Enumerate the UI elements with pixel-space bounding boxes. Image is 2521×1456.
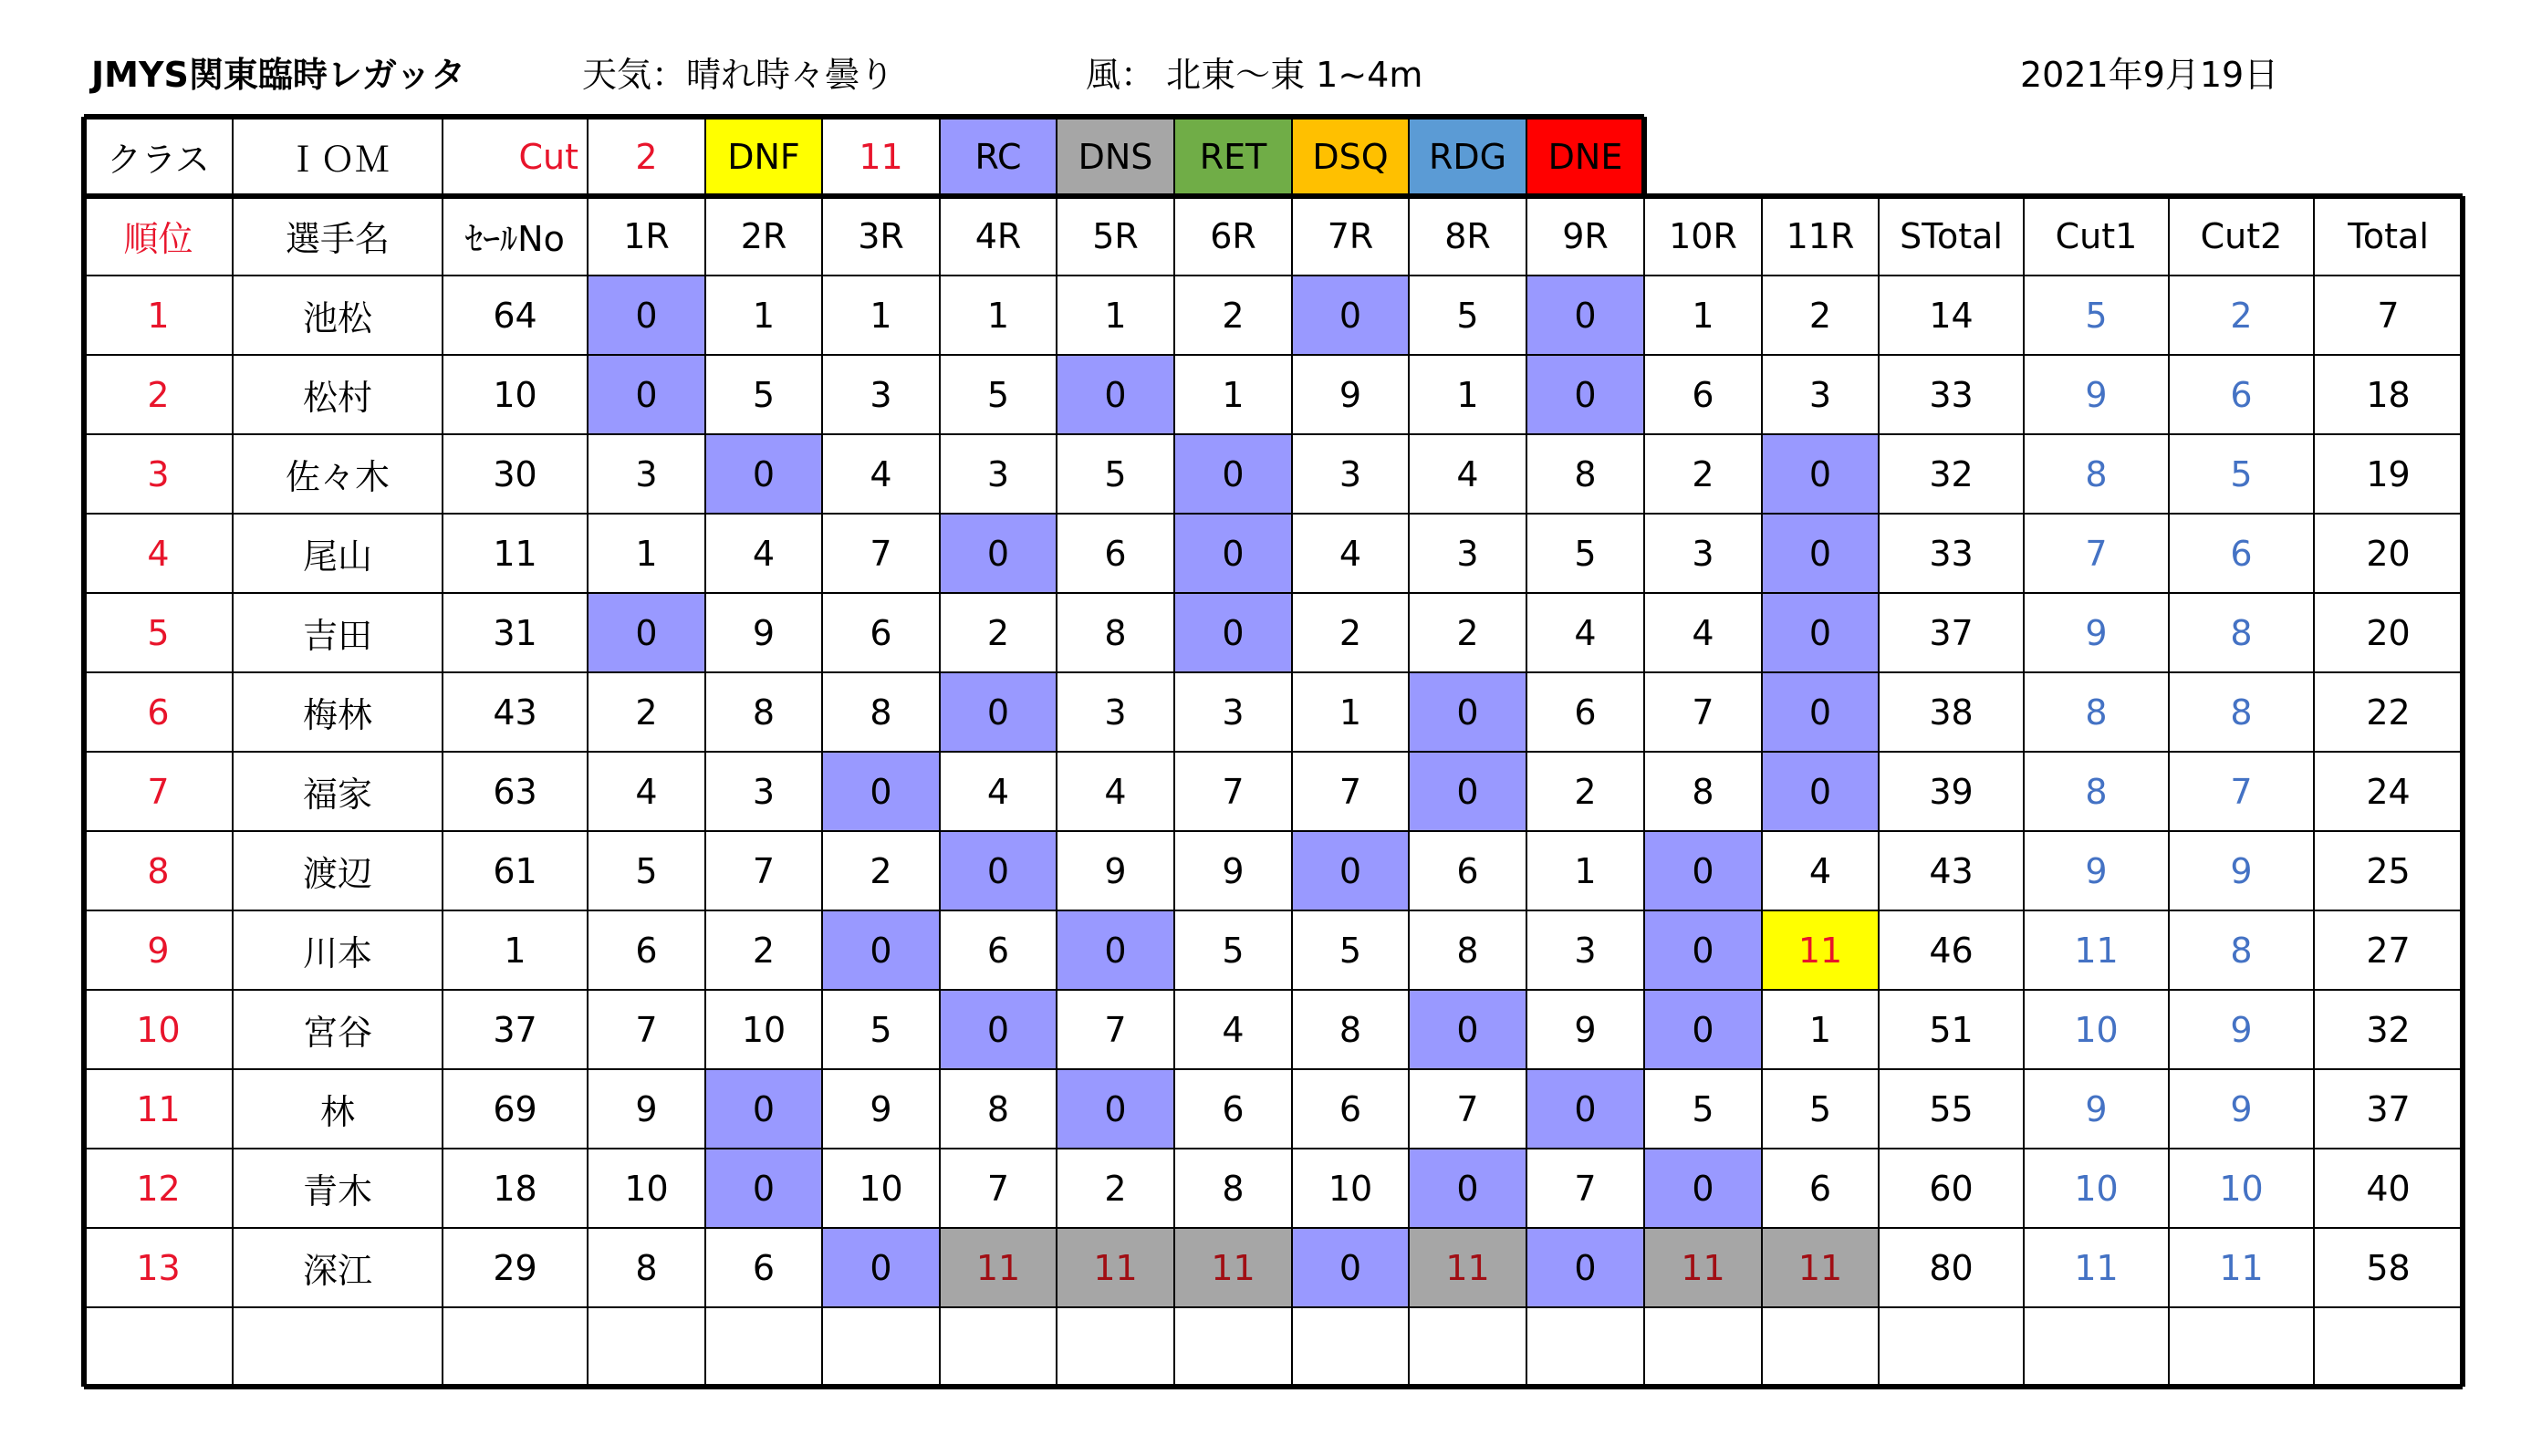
race-score: 7 [1339,771,1362,812]
race-score: 1 [1574,850,1597,891]
rank-cell: 11 [136,1088,181,1129]
race-score: 1 [1692,295,1714,336]
code-ret: RET [1174,117,1292,196]
race-score: 0 [705,1149,822,1228]
race-score: 0 [1762,752,1879,831]
sail-number: 1 [504,930,526,971]
total-cell: 20 [2366,533,2411,574]
stotal-cell: 46 [1929,930,1974,971]
race-score: 0 [588,276,705,355]
race-score: 5 [1574,533,1597,574]
wind-info: 風： 北東～東 1~4m [1086,55,1423,95]
race-score: 0 [1526,1069,1644,1149]
race-score: 4 [1339,533,1362,574]
total-cell: 25 [2366,850,2411,891]
sail-number: 18 [493,1168,537,1209]
cut1-cell: 11 [2074,1247,2119,1288]
race-score: 9 [1339,374,1362,415]
dnf-value: 11 [859,136,903,177]
total-cell: 20 [2366,612,2411,653]
stotal-cell: 37 [1929,612,1974,653]
race-score: 8 [986,1088,1010,1129]
rank-cell: 5 [147,612,170,653]
cut2-cell: 11 [2219,1247,2264,1288]
race-score: 1 [635,533,658,574]
stotal-cell: 80 [1929,1247,1974,1288]
race-score: 8 [752,692,776,733]
cut2-cell: 5 [2230,453,2253,494]
col-header-8: 6R [1210,215,1256,256]
race-score: 6 [1692,374,1714,415]
race-score: 8 [1104,612,1127,653]
race-score: 5 [1104,453,1127,494]
race-score: 5 [635,850,658,891]
race-score: 1 [1808,1009,1832,1050]
stotal-cell: 33 [1929,533,1974,574]
weather-info: 天気：晴れ時々曇り [582,55,895,95]
rank-cell: 6 [147,692,170,733]
sail-number: 31 [493,612,537,653]
cut2-cell: 9 [2230,1088,2253,1129]
rank-cell: 4 [147,533,170,574]
cut2-cell: 2 [2230,295,2253,336]
race-score: 3 [1456,533,1479,574]
race-score: 7 [752,850,776,891]
sailor-name: 青木 [302,1171,372,1212]
race-score: 10 [741,1009,787,1050]
race-score: 6 [1808,1168,1832,1209]
race-score: 0 [1292,831,1409,910]
cut1-cell: 10 [2074,1168,2119,1209]
race-score: 2 [1456,612,1479,653]
col-header-15: Cut1 [2055,215,2138,256]
cut2-cell: 10 [2219,1168,2264,1209]
race-score: 7 [1692,692,1714,733]
sail-number: 11 [493,533,537,574]
total-cell: 27 [2366,930,2411,971]
cut2-cell: 8 [2230,692,2253,733]
race-score: 0 [940,831,1057,910]
race-score: 9 [870,1088,892,1129]
race-score: 0 [1644,910,1762,990]
race-score: 0 [1526,276,1644,355]
race-score: 0 [1644,990,1762,1069]
race-score: 4 [635,771,658,812]
race-score: 9 [752,612,776,653]
race-score: 0 [1174,434,1292,514]
race-score: 7 [1222,771,1245,812]
cut1-cell: 9 [2085,374,2108,415]
stotal-cell: 51 [1929,1009,1974,1050]
dnf-code: DNF [705,117,822,196]
race-score: 0 [940,514,1057,593]
sail-number: 69 [493,1088,537,1129]
race-score: 4 [1222,1009,1245,1050]
race-score: 5 [1808,1088,1832,1129]
race-score: 3 [1808,374,1832,415]
race-score: 6 [635,930,658,971]
col-header-7: 5R [1092,215,1139,256]
race-score: 4 [752,533,776,574]
race-score: 0 [940,990,1057,1069]
race-score: 8 [1339,1009,1362,1050]
stotal-cell: 14 [1929,295,1974,336]
sailor-name: 吉田 [302,616,372,656]
race-score: 5 [752,374,776,415]
race-score: 2 [752,930,776,971]
race-score: 8 [1574,453,1597,494]
rank-cell: 9 [147,930,170,971]
cut1-cell: 8 [2085,692,2108,733]
race-score: 3 [1222,692,1245,733]
race-score: 1 [1339,692,1362,733]
cut2-cell: 7 [2230,771,2253,812]
race-score: 0 [1409,990,1526,1069]
stotal-cell: 39 [1929,771,1974,812]
code-dsq: DSQ [1292,117,1409,196]
race-score: 0 [1762,434,1879,514]
cut1-cell: 10 [2074,1009,2119,1050]
cut1-cell: 11 [2074,930,2119,971]
race-score: 5 [870,1009,892,1050]
race-score: 0 [1762,514,1879,593]
col-header-4: 2R [740,215,787,256]
race-score: 2 [1104,1168,1127,1209]
race-score: 7 [1574,1168,1597,1209]
race-score: 0 [1762,672,1879,752]
race-score: 5 [986,374,1010,415]
cut1-cell: 8 [2085,453,2108,494]
race-score: 4 [1456,453,1479,494]
total-cell: 32 [2366,1009,2411,1050]
race-score: 6 [1339,1088,1362,1129]
race-score: 3 [1692,533,1714,574]
race-score: 7 [1104,1009,1127,1050]
race-score: 4 [1104,771,1127,812]
race-score: 3 [1339,453,1362,494]
col-header-10: 8R [1444,215,1491,256]
race-score: 0 [1409,1149,1526,1228]
stotal-cell: 60 [1929,1168,1974,1209]
race-score: 0 [1409,672,1526,752]
race-score: 5 [1456,295,1479,336]
race-score: 0 [1292,1228,1409,1307]
race-score: 3 [635,453,658,494]
sail-number: 37 [493,1009,537,1050]
total-cell: 40 [2366,1168,2411,1209]
race-score: 0 [705,1069,822,1149]
cut2-cell: 9 [2230,850,2253,891]
total-cell: 58 [2366,1247,2411,1288]
race-score: 9 [1222,850,1245,891]
cut2-cell: 9 [2230,1009,2253,1050]
race-score: 2 [986,612,1010,653]
code-dne: DNE [1526,117,1644,196]
cut-value: 2 [635,136,658,177]
col-header-17: Total [2348,215,2429,256]
col-header-11: 9R [1562,215,1609,256]
cut2-cell: 8 [2230,930,2253,971]
race-score: 3 [752,771,776,812]
stotal-cell: 33 [1929,374,1974,415]
race-score: 2 [1692,453,1714,494]
race-score: 0 [822,910,940,990]
race-score: 6 [752,1247,776,1288]
race-score: 2 [870,850,892,891]
race-score: 5 [1692,1088,1714,1129]
race-score: 6 [1104,533,1127,574]
cut2-cell: 6 [2230,374,2253,415]
race-score: 6 [870,612,892,653]
race-score: 0 [1057,910,1174,990]
race-score: 0 [822,1228,940,1307]
cut1-cell: 8 [2085,771,2108,812]
sail-number: 63 [493,771,537,812]
race-score: 0 [588,355,705,434]
col-header-12: 10R [1669,215,1737,256]
sail-number: 30 [493,453,537,494]
race-score: 3 [986,453,1010,494]
stotal-cell: 38 [1929,692,1974,733]
race-score: 0 [1174,593,1292,672]
sailor-name: 福家 [302,775,372,815]
race-score: 11 [1174,1228,1292,1307]
race-score: 10 [624,1168,669,1209]
race-score: 10 [859,1168,903,1209]
race-score: 4 [1692,612,1714,653]
col-header-2: ｾｰﾙNo [465,219,565,259]
race-score: 11 [940,1228,1057,1307]
race-score: 9 [1574,1009,1597,1050]
sailor-name: 梅林 [302,695,372,735]
col-header-0: 順位 [123,219,193,259]
race-score: 2 [1339,612,1362,653]
race-score: 3 [870,374,892,415]
col-header-14: STotal [1900,215,2003,256]
col-header-1: 選手名 [285,219,390,259]
cut1-cell: 5 [2085,295,2108,336]
race-score: 6 [1222,1088,1245,1129]
stotal-cell: 32 [1929,453,1974,494]
race-score: 7 [986,1168,1010,1209]
col-header-9: 7R [1327,215,1374,256]
sailor-name: 尾山 [302,536,372,577]
sail-number: 10 [493,374,537,415]
rank-cell: 12 [136,1168,181,1209]
total-cell: 24 [2366,771,2411,812]
race-score: 0 [1057,1069,1174,1149]
race-score: 5 [1339,930,1362,971]
race-score: 4 [1808,850,1832,891]
sail-number: 43 [493,692,537,733]
stotal-cell: 43 [1929,850,1974,891]
race-score: 8 [635,1247,658,1288]
sailor-name: 深江 [302,1251,372,1291]
total-cell: 7 [2377,295,2400,336]
sailor-name: 池松 [302,298,372,338]
col-header-13: 11R [1786,215,1855,256]
race-score: 9 [1104,850,1127,891]
sailor-name: 宮谷 [302,1013,372,1053]
cut-label: Cut [518,136,578,177]
race-score: 9 [635,1088,658,1129]
race-score: 3 [1104,692,1127,733]
race-score: 10 [1328,1168,1373,1209]
total-cell: 19 [2366,453,2411,494]
race-score: 7 [635,1009,658,1050]
rank-cell: 7 [147,771,170,812]
race-score: 1 [752,295,776,336]
rank-cell: 3 [147,453,170,494]
sailor-name: 川本 [302,933,372,973]
race-score: 6 [986,930,1010,971]
class-label: クラス [107,140,210,180]
sailor-name: 林 [319,1092,355,1132]
race-score: 0 [1292,276,1409,355]
col-header-16: Cut2 [2200,215,2283,256]
race-score: 11 [1057,1228,1174,1307]
race-score: 0 [1762,593,1879,672]
race-score: 7 [870,533,892,574]
race-score: 11 [1644,1228,1762,1307]
cut1-cell: 9 [2085,612,2108,653]
cut1-cell: 7 [2085,533,2108,574]
race-score: 8 [1456,930,1479,971]
race-score: 5 [1222,930,1245,971]
cut2-cell: 8 [2230,612,2253,653]
col-header-6: 4R [974,215,1022,256]
sailor-name: 佐々木 [285,457,390,497]
race-score: 0 [1409,752,1526,831]
race-score: 1 [1104,295,1127,336]
race-score: 6 [1456,850,1479,891]
code-rdg: RDG [1409,117,1526,196]
race-score: 0 [588,593,705,672]
race-score: 0 [1644,831,1762,910]
rank-cell: 8 [147,850,170,891]
regatta-title: JMYS関東臨時レガッタ [91,55,466,95]
total-cell: 18 [2366,374,2411,415]
rank-cell: 2 [147,374,170,415]
race-score: 4 [986,771,1010,812]
col-header-5: 3R [858,215,904,256]
class-value: ＩＯＭ [285,140,390,180]
race-score: 4 [870,453,892,494]
sail-number: 29 [493,1247,537,1288]
sailor-name: 渡辺 [302,854,372,894]
event-date: 2021年9月19日 [2020,55,2279,95]
race-score: 0 [1057,355,1174,434]
race-score: 4 [1574,612,1597,653]
rank-cell: 13 [136,1247,181,1288]
race-score: 1 [1222,374,1245,415]
race-score: 0 [940,672,1057,752]
cut2-cell: 6 [2230,533,2253,574]
race-score: 0 [705,434,822,514]
total-cell: 22 [2366,692,2411,733]
race-score: 11 [1762,1228,1879,1307]
race-score: 0 [822,752,940,831]
race-score: 1 [986,295,1010,336]
code-rc: RC [940,117,1057,196]
cut1-cell: 9 [2085,1088,2108,1129]
race-score: 7 [1456,1088,1479,1129]
race-score: 2 [1574,771,1597,812]
code-dns: DNS [1057,117,1174,196]
race-score: 3 [1574,930,1597,971]
race-score: 1 [870,295,892,336]
race-score: 2 [1222,295,1245,336]
sail-number: 64 [493,295,537,336]
cut1-cell: 9 [2085,850,2108,891]
rank-cell: 10 [136,1009,181,1050]
race-score: 8 [1222,1168,1245,1209]
race-score: 8 [870,692,892,733]
race-score: 0 [1526,355,1644,434]
col-header-3: 1R [623,215,670,256]
race-score: 6 [1574,692,1597,733]
race-score: 0 [1174,514,1292,593]
race-score: 0 [1644,1149,1762,1228]
race-score: 1 [1456,374,1479,415]
race-score: 0 [1526,1228,1644,1307]
race-score: 11 [1409,1228,1526,1307]
sailor-name: 松村 [302,378,372,418]
stotal-cell: 55 [1929,1088,1974,1129]
race-score: 8 [1692,771,1714,812]
rank-cell: 1 [147,295,170,336]
total-cell: 37 [2366,1088,2411,1129]
race-score: 2 [635,692,658,733]
race-score: 11 [1762,910,1879,990]
race-score: 2 [1808,295,1832,336]
sail-number: 61 [493,850,537,891]
